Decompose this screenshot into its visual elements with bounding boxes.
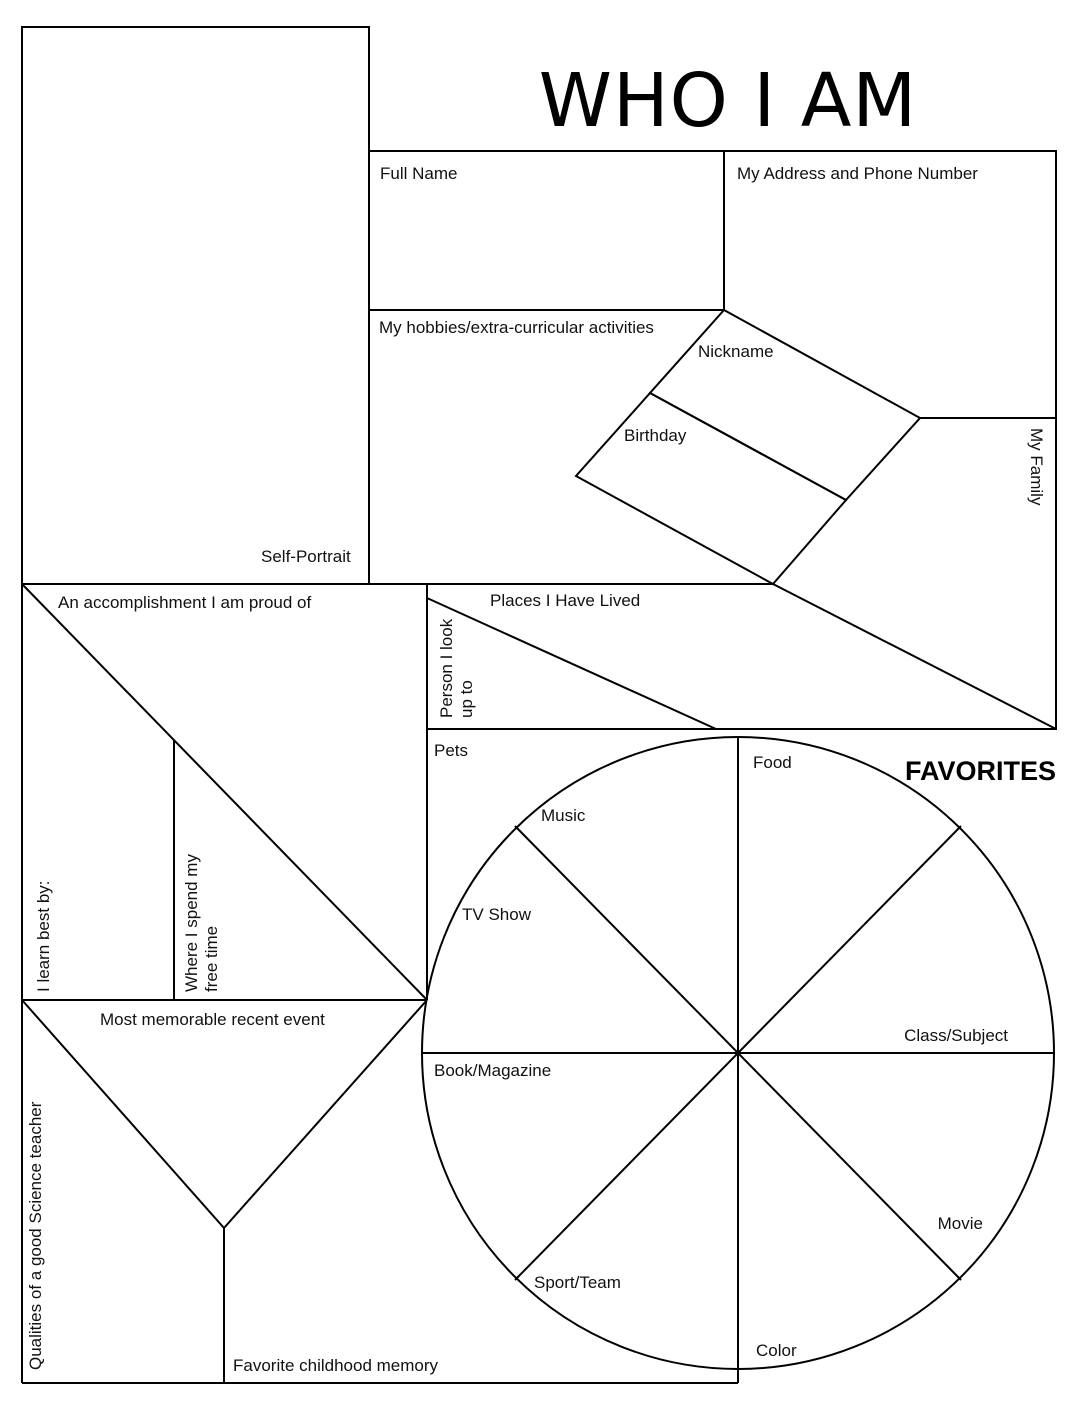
childhood-memory-label: Favorite childhood memory (233, 1356, 439, 1375)
memorable-event-triangle (22, 1000, 427, 1228)
free-time-label-line2: free time (202, 925, 221, 992)
my-family-label: My Family (1027, 428, 1046, 506)
favorite-tv-show-label: TV Show (462, 905, 531, 924)
favorite-food-label: Food (753, 753, 792, 772)
places-lived-label: Places I Have Lived (490, 591, 641, 610)
favorite-class-subject-label: Class/Subject (904, 1026, 1008, 1045)
favorite-color-label: Color (756, 1341, 797, 1360)
hobbies-label: My hobbies/extra-curricular activities (379, 318, 654, 337)
accomplishment-diagonal (22, 584, 427, 1000)
top-right-frame (369, 151, 1056, 729)
memorable-event-label: Most memorable recent event (100, 1010, 325, 1029)
birthday-label: Birthday (624, 426, 687, 445)
full-name-label: Full Name (380, 164, 458, 183)
address-phone-label: My Address and Phone Number (737, 164, 978, 183)
pets-label: Pets (434, 741, 469, 760)
favorite-sport-team-label: Sport/Team (534, 1273, 621, 1292)
science-teacher-label: Qualities of a good Science teacher (26, 1101, 45, 1370)
accomplishment-label: An accomplishment I am proud of (58, 593, 312, 612)
nickname-box (650, 310, 920, 500)
worksheet-title: WHO I AM (538, 58, 918, 144)
free-time-label-line1: Where I spend my (182, 854, 201, 992)
birthday-box (576, 393, 846, 584)
nickname-label: Nickname (698, 342, 774, 361)
person-look-up-label-line1: Person I look (437, 618, 456, 718)
favorites-heading: FAVORITES (904, 756, 1056, 786)
favorite-book-magazine-label: Book/Magazine (434, 1061, 552, 1080)
learn-best-label: I learn best by: (34, 880, 53, 992)
favorite-movie-label: Movie (937, 1214, 983, 1233)
self-portrait-label: Self-Portrait (261, 547, 351, 566)
favorite-music-label: Music (541, 806, 586, 825)
self-portrait-box (22, 27, 369, 584)
person-look-up-label-line2: up to (457, 680, 476, 718)
places-diagonal (773, 584, 1056, 729)
